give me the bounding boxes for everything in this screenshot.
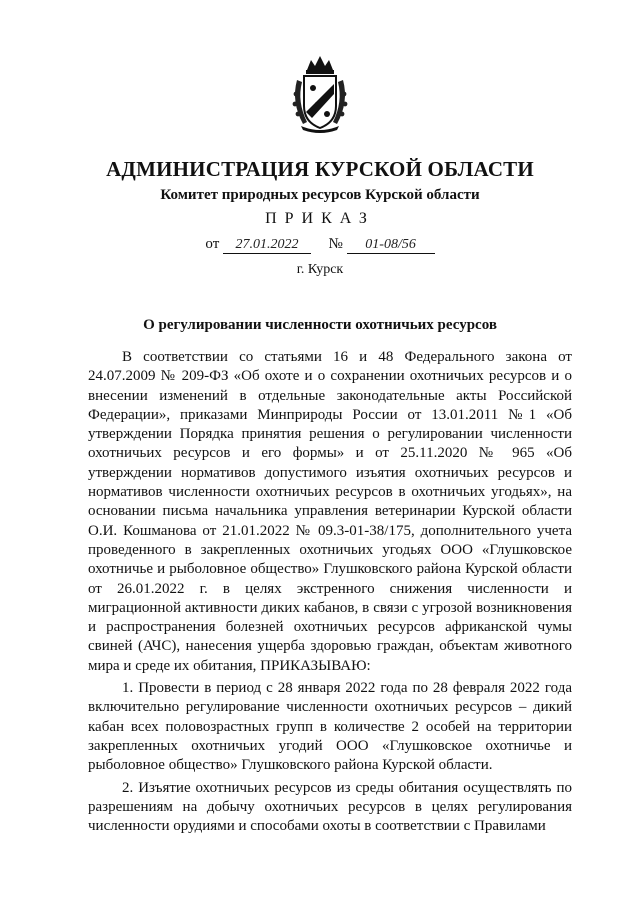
date-prefix: от: [205, 236, 220, 252]
city: г. Курск: [296, 262, 344, 277]
order-subject: О регулировании численности охотничьих ресурсов: [143, 317, 497, 333]
date-number-line: [0, 236, 640, 254]
order-body: [88, 348, 572, 839]
committee-name: Комитет природных ресурсов Курской области: [160, 187, 480, 203]
number-prefix: №: [328, 236, 343, 252]
order-date: 27.01.2022: [223, 237, 311, 254]
kursk-coat-of-arms-icon: [287, 54, 353, 134]
preamble-paragraph: В соответствии со статьями 16 и 48 Федерального закона от 24.07.2009 № 209-ФЗ «Об охоте и о сохранении охотничьих ресурсов и о внесении изменений в отдельные законодательные акты Российской Федерации», приказами Минприроды России от 13.01.2011 №1 «Об утверждении Порядка принятия решения о регулировании численности охотничьих ресурсов и его формы» и от 25.11.2020 № 965 «Об утверждении нормативов допустимого изъятия охотничьих ресурсов и нормативов численности охотничьих ресурсов в охотничьих угодьях», на основании письма начальника управления ветеринарии Курской области О.И. Кошманова от 21.01.2022 № 09.3-01-38/175, дополнительного учета проведенного в закрепленных охотничьих угодьях ООО «Глушковское охотничье и рыболовное общество» Глушковского района Курской области от 26.01.2022 г. в целях экстренного снижения численности и миграционной активности диких кабанов, в связи с угрозой возникновения и распространения болезней охотничьих ресурсов африканской чумы свиней (АЧС), нанесения ущерба здоровью граждан, объектам животного мира и среде их обитания, ПРИКАЗЫВАЮ:: [88, 349, 572, 674]
document-type: ПРИКАЗ: [265, 210, 375, 227]
order-number: 01-08/56: [347, 237, 435, 254]
item-1-paragraph: 1. Провести в период с 28 января 2022 года по 28 февраля 2022 года включительно регулирование численности охотничьих ресурсов – дикий кабан всех половозрастных групп в количестве 2 особей на территории закрепленных охотничьих угодий ООО «Глушковское охотничье и рыболовное общество» Глушковского района Курской области.: [88, 680, 572, 774]
item-2-paragraph: 2. Изъятие охотничьих ресурсов из среды обитания осуществлять по разрешениям на добычу охотничьих ресурсов в целях регулирования численности орудиями и способами охоты в соответствии с Правилами: [88, 779, 572, 835]
organization-title: АДМИНИСТРАЦИЯ КУРСКОЙ ОБЛАСТИ: [106, 157, 534, 181]
